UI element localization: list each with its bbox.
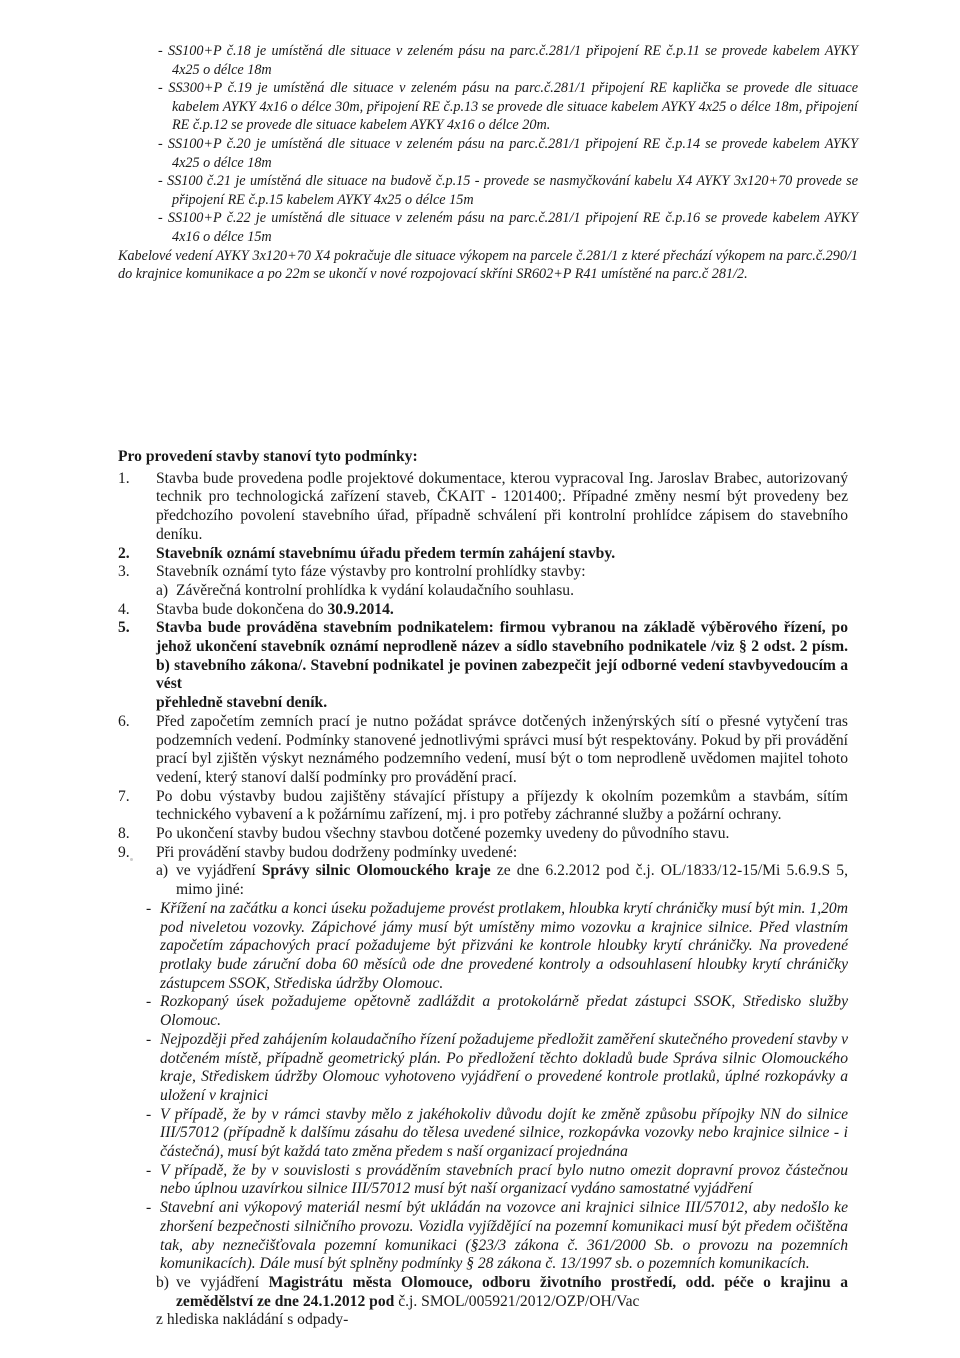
condition-6 [118, 713, 848, 788]
dash-item-4 [146, 1106, 848, 1162]
condition-1 [118, 470, 848, 545]
dash-text: Křížení na začátku a konci úseku požadujeme provést protlakem, hloubka krytí chráničky musí být min. 1,20m pod niveletou vozovky. Zápichové jámy musí být umístěny mimo vozovku a krajnice silnice. Před vlastním započetím zápachových prací požadujeme být přizváni ke kontrole hloubky krytí chráničky. Na provedené protlaky bude záruční doba 60 měsíců ode dne provedené kontroly a odsouhlasení hloubky krytí chráničky zástupcem SSOK, Střediska údržby Olomouc. [160, 899, 848, 992]
scan-speck [130, 858, 133, 861]
cable-list-section [118, 42, 858, 284]
dash-mark: - [146, 1161, 152, 1179]
condition-5 [118, 619, 848, 713]
condition-text: Stavba bude prováděna stavebním podnikatelem: firmou vybranou na základě výběrového řízení, po jehož ukončení stavebník oznámí neprodleně název a sídlo stavebního podnikatele /viz § 2 odst. 2 písm. b) stavebního zákona/. Stavební podnikatel je povinen zabezpečit její odborné vedení stavbyvedoucím a vést [156, 619, 848, 693]
condition-text: Stavebník oznámí stavebnímu úřadu předem termín zahájení stavby. [156, 544, 616, 562]
dash-mark: - [146, 899, 152, 917]
subpoint-text [176, 862, 848, 899]
dash-mark: - [146, 993, 152, 1011]
condition-text: Po ukončení stavby budou všechny stavbou dotčené pozemky uvedeny do původního stavu. [156, 825, 730, 843]
condition-number: 3. [118, 563, 130, 581]
subpoint-a [156, 582, 848, 601]
condition-number: 5. [118, 619, 130, 637]
condition-body [156, 563, 848, 600]
condition-number: 7. [118, 787, 130, 805]
condition-text: Po dobu výstavby budou zajištěny stávající přístupy a příjezdy k okolním pozemkům a stavbám, sítím technického vybavení a k požárnímu zařízení, mj. i pro potřeby záchranné služby a požární ochrany. [156, 787, 848, 824]
cable-item-2: - SS300+P č.19 je umístěná dle situace v zeleném pásu na parc.č.281/1 připojení RE kaplička se provede dle situace kabelem AYKY 4x16 o délce 30m, připojení RE č.p.13 se provede dle situace kabelem AYKY 4x25 o délce 18m, připojení RE č.p.12 se provede dle situace kabelem AYKY 4x16 o délce 20m. [158, 80, 858, 134]
condition-text: Stavba bude provedena podle projektové dokumentace, kterou vypracoval Ing. Jaroslav Brabec, autorizovaný technik pro technologická zařízení staveb, ČKAIT - 1201400;. Případné změny nesmí být provedeny bez předchozího povolení stavebního úřad, případně schválení při kontrolní prohlídce zápisem do stavebního deníku. [156, 469, 848, 543]
dash-text: Nejpozději před zahájením kolaudačního řízení požadujeme předložit zaměření skutečného provedení stavby v dotčeném místě, případně geometrický plán. Po předložení těchto dokladů bude Správa silnic Olomouckého kraje, Střediskem údržby Olomouc vyhotoveno vyjádření o provedené kontrole protlaků, úplné rozkopávky a uložení v krajnici [160, 1030, 848, 1104]
condition-number: 8. [118, 825, 130, 843]
subpoint-label: a) [156, 862, 169, 880]
waste-note: z hlediska nakládání s odpady- [156, 1311, 349, 1329]
cable-item-1: - SS100+P č.18 je umístěná dle situace v zeleném pásu na parc.č.281/1 připojení RE č.p.11 se provede kabelem AYKY 4x25 o délce 18m [158, 43, 858, 78]
condition-number: 9. [118, 843, 130, 861]
condition-number: 1. [118, 469, 130, 487]
dash-item-1 [146, 900, 848, 994]
condition-body [156, 844, 848, 900]
condition-number: 4. [118, 600, 130, 618]
dash-text: Stavební ani výkopový materiál nesmí být ukládán na vozovce ani krajnici silnice III/57012, aby nedošlo ke zhoršení bezpečnosti silničního provozu. Vozidla vyjíždějící na pozemní komunikaci musí být předem očištěna tak, aby neznečišťovala pozemní komunikaci (§23/3 zákona č. 361/2000 Sb. o provozu na pozemních komunikacích). Dále musí být splněny podmínky § 28 zákona č. 13/1997 sb. o pozemních komunikacích. [160, 1199, 848, 1273]
condition-text-end: přehledně stavební deník. [156, 694, 328, 712]
subpoint-text-pre: ve vyjádření [176, 862, 262, 880]
cable-item-5: - SS100+P č.22 je umístěná dle situace v zeleném pásu na parc.č.281/1 připojení RE č.p.16 se provede kabelem AYKY 4x16 o délce 15m [158, 210, 858, 245]
condition-text: Stavba bude dokončena do [156, 600, 328, 618]
condition-4 [118, 601, 848, 620]
subpoint-a [156, 862, 848, 899]
dash-mark: - [146, 1105, 152, 1123]
condition-8 [118, 825, 848, 844]
condition-number: 2. [118, 544, 130, 562]
dash-text: Rozkopaný úsek požadujeme opětovně zadláždit a protokolárně předat zástupci SSOK, Středisko služby Olomouc. [160, 993, 848, 1030]
cable-paragraph: Kabelové vedení AYKY 3x120+70 X4 pokračuje dle situace výkopem na parcele č.281/1 z které přechází výkopem na parc.č.290/1 do krajnice komunikace a po 22m se ukončí v nové rozpojovací skříni SR602+P R41 umístěné na parc.č 281/2. [118, 247, 858, 283]
condition-text: Před započetím zemních prací je nutno požádat správce dotčených inženýrských sítí o přesné vytyčení tras podzemních vedení. Podmínky stanovené jednotlivými správci musí být respektovány. Pokud by při provádění prací byl zjištěn výskyt neznámého podzemního vedení, musí být o tom neprodleně uvědomen majitel tohoto vedení, který stanoví další podmínky pro provádění prací. [156, 712, 848, 786]
conditions-section [118, 448, 848, 1330]
dash-text: V případě, že by v rámci stavby mělo z jakéhokoliv důvodu dojít ke změně způsobu přípojky NN do silnice III/57012 (případně k dalšímu zásahu do tělesa uvedené silnice, rozkopávka vozovky nebo krajnice silnice - i částečná), musí být každá tato změna předem s naší organizací projednána [160, 1105, 848, 1161]
authority-name: Magistrátu města Olomouce, odboru životního prostředí, odd. péče o krajinu a zemědělství ze dne 24.1.2012 pod [176, 1273, 848, 1310]
dash-item-2 [146, 993, 848, 1030]
dash-mark: - [146, 1030, 152, 1048]
subpoint-label: a) [156, 581, 169, 599]
dash-item-3 [146, 1031, 848, 1106]
cable-item-3: - SS100+P č.20 je umístěná dle situace v zeleném pásu na parc.č.281/1 připojení RE č.p.14 se provede kabelem AYKY 4x25 o délce 18m [158, 135, 858, 171]
subpoint-text [176, 1274, 848, 1311]
dash-item-5 [146, 1162, 848, 1199]
condition-number: 6. [118, 712, 130, 730]
authority-name: Správy silnic Olomouckého kraje [261, 862, 491, 880]
subpoint-text-post: č.j. SMOL/005921/2012/OZP/OH/Vac [394, 1292, 640, 1310]
condition-body [156, 619, 848, 713]
condition-body [156, 601, 848, 620]
subpoint-label: b) [156, 1273, 169, 1291]
dash-text: V případě, že by v souvislosti s prováděním stavebních prací bylo nutno omezit dopravní provoz částečnou nebo úplnou uzavírkou silnice III/57012 musí být naší organizací vydáno samostatné vyjádření [160, 1161, 848, 1198]
condition-3 [118, 563, 848, 600]
subpoint-text-post: ze dne 6.2.2012 pod č.j. OL/1833/12-15/Mi 5.6.9.S 5, mimo jiné: [176, 862, 849, 899]
dash-mark: - [146, 1199, 152, 1217]
completion-date: 30.9.2014. [327, 600, 394, 618]
condition-text: Při provádění stavby budou dodrženy podmínky uvedené: [156, 843, 518, 861]
cable-item-4: - SS100 č.21 je umístěná dle situace na budově č.p.15 - provede se nasmyčkování kabelu X4 AYKY 3x120+70 provede se připojení RE č.p.15 kabelem AYKY 4x25 o délce 15m [158, 173, 858, 208]
dash-item-6 [146, 1199, 848, 1274]
condition-text: Stavebník oznámí tyto fáze výstavby pro kontrolní prohlídky stavby: [156, 563, 586, 581]
condition-9 [118, 844, 848, 900]
condition-2 [118, 545, 848, 564]
conditions-heading: Pro provedení stavby stanoví tyto podmínky: [118, 448, 418, 465]
subpoint-b [156, 1274, 848, 1311]
subpoint-text: Závěrečná kontrolní prohlídka k vydání kolaudačního souhlasu. [176, 581, 574, 599]
condition-7 [118, 788, 848, 825]
subpoint-text-pre: ve vyjádření [176, 1273, 269, 1291]
